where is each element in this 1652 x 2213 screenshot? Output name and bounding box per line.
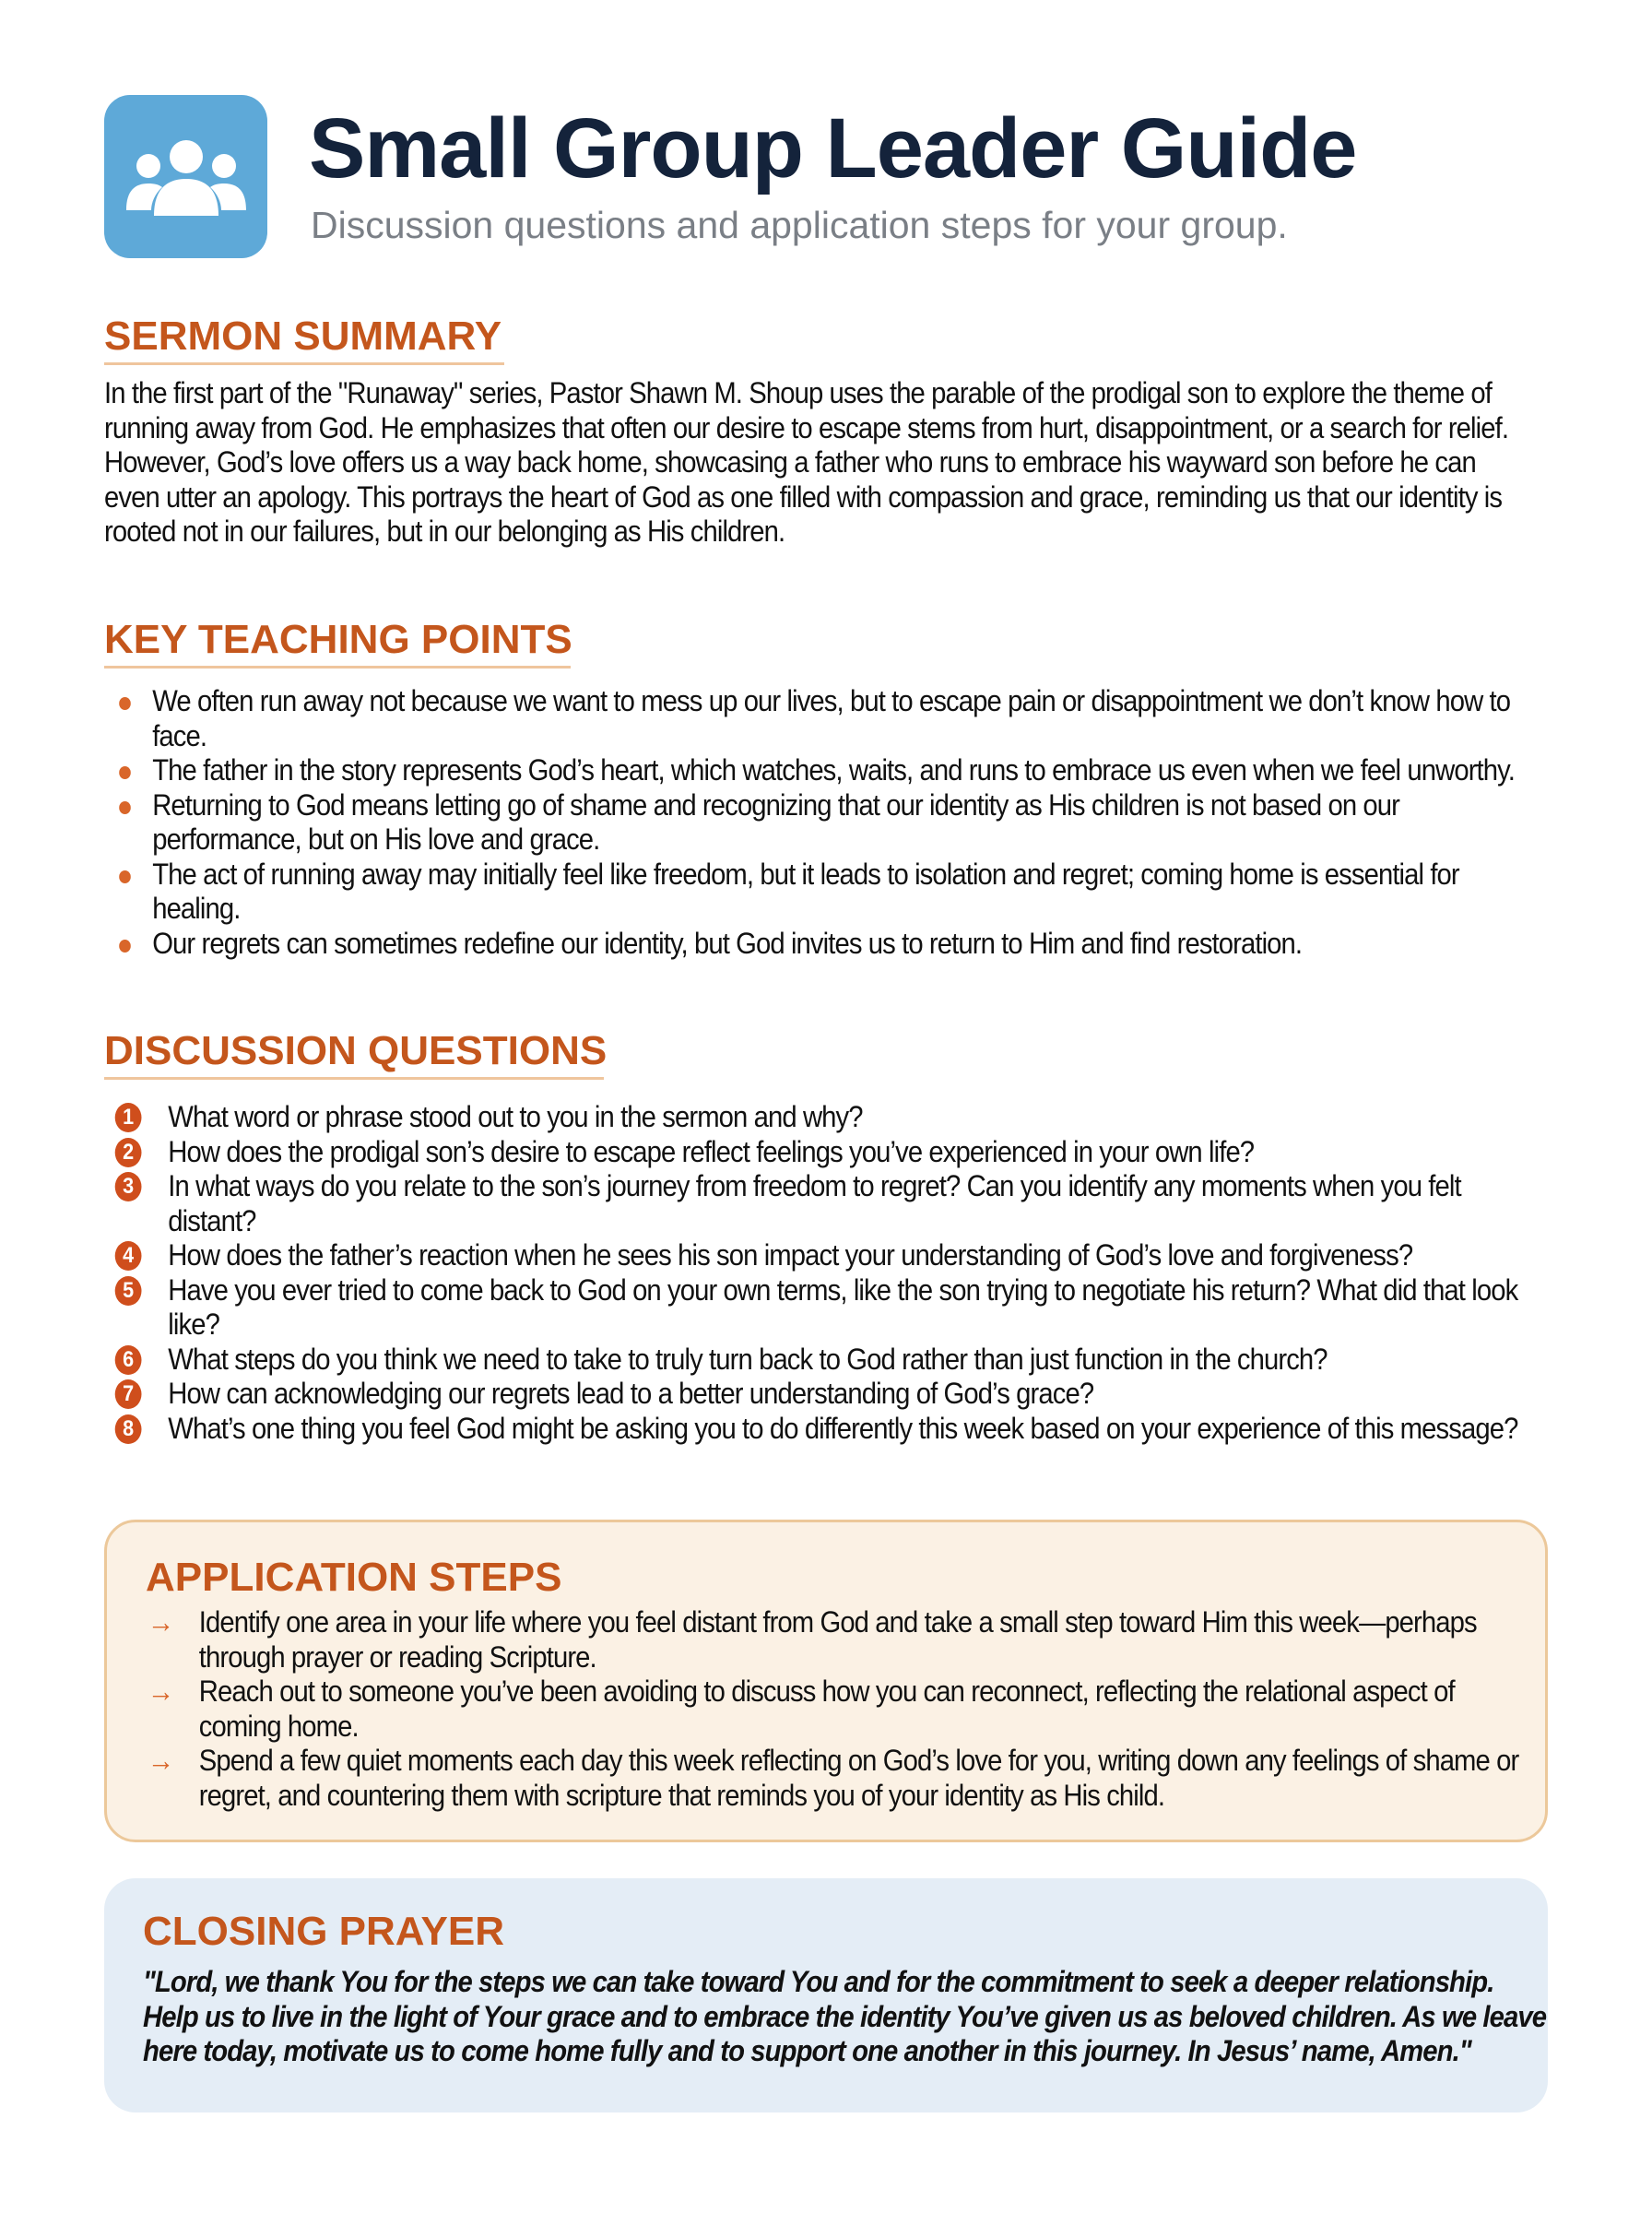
number-badge: 6 [115, 1345, 142, 1375]
number-badge: 1 [115, 1103, 142, 1132]
bullet-icon [119, 870, 131, 883]
list-item: The act of running away may initially feel like freedom, but it leads to isolation and regret; coming home is essential for healing. [104, 858, 1531, 927]
number-badge: 4 [115, 1241, 142, 1271]
list-item: 2 How does the prodigal son’s desire to escape reflect feelings you’ve experienced in your own life? [104, 1135, 1536, 1170]
bullet-icon [119, 766, 131, 779]
discussion-questions-heading: DISCUSSION QUESTIONS [104, 1028, 608, 1073]
number-badge: 2 [115, 1138, 142, 1167]
closing-prayer-text: "Lord, we thank You for the steps we can take toward You and for the commitment to seek a deeper relationship. Help us to live in the light of Your grace and to embrace the identity You’ve given us as beloved children. As we leave here today, motivate us to come home fully and to support one another in this journey. In Jesus’ name, Amen." [143, 1965, 1547, 2067]
application-steps-heading: APPLICATION STEPS [146, 1555, 562, 1600]
page-subtitle: Discussion questions and application steps for your group. [311, 204, 1288, 246]
list-item: → Spend a few quiet moments each day this week reflecting on God’s love for you, writing down any feelings of shame or regret, and countering them with scripture that reminds you of your identity as His child. [148, 1744, 1519, 1812]
teaching-points-list [104, 684, 1531, 961]
list-item: 4 How does the father’s reaction when he sees his son impact your understanding of God’s love and forgiveness? [104, 1238, 1536, 1273]
arrow-right-icon: → [148, 1605, 175, 1639]
closing-prayer-heading: CLOSING PRAYER [143, 1909, 505, 1954]
bullet-icon [119, 940, 131, 953]
arrow-right-icon: → [148, 1744, 175, 1777]
list-item: 3 In what ways do you relate to the son’s journey from freedom to regret? Can you identify any moments when you felt distant? [104, 1169, 1536, 1238]
list-item: → Reach out to someone you’ve been avoiding to discuss how you can reconnect, reflecting the relational aspect of coming home. [148, 1675, 1455, 1743]
sermon-summary-text: In the first part of the "Runaway" series, Pastor Shawn M. Shoup uses the parable of the prodigal son to explore the theme of running away from God. He emphasizes that often our desire to escape stems from hurt, disappointment, or a search for relief. However, God’s love offers us a way back home, showcasing a father who runs to embrace his wayward son before he can even utter an apology. This portrays the heart of God as one filled with compassion and grace, reminding us that our identity is rooted not in our failures, but in our belonging as His children. [104, 376, 1509, 548]
number-badge: 8 [115, 1414, 142, 1444]
list-item: 5 Have you ever tried to come back to God on your own terms, like the son trying to negotiate his return? What did that look like? [104, 1273, 1536, 1343]
number-badge: 7 [115, 1379, 142, 1409]
sermon-summary-divider [104, 362, 504, 365]
application-steps-box [104, 1520, 1548, 1842]
list-item: The father in the story represents God’s heart, which watches, waits, and runs to embrace us even when we feel unworthy. [104, 753, 1531, 788]
list-item: 1 What word or phrase stood out to you in the sermon and why? [104, 1100, 1536, 1135]
discussion-questions-divider [104, 1077, 604, 1080]
discussion-questions-list [104, 1100, 1536, 1446]
list-item: 8 What’s one thing you feel God might be asking you to do differently this week based on your experience of this message? [104, 1412, 1536, 1447]
bullet-icon [119, 697, 131, 710]
arrow-right-icon: → [148, 1675, 175, 1708]
key-teaching-points-divider [104, 666, 571, 669]
number-badge: 3 [115, 1172, 142, 1201]
list-item: → Identify one area in your life where you feel distant from God and take a small step toward Him this week—perhaps through prayer or reading Scripture. [148, 1605, 1477, 1674]
list-item: We often run away not because we want to mess up our lives, but to escape pain or disappointment we don’t know how to face. [104, 684, 1531, 753]
application-steps-list [148, 1605, 1541, 1813]
header [104, 95, 1579, 261]
number-badge: 5 [115, 1276, 142, 1306]
sermon-summary-heading: SERMON SUMMARY [104, 314, 502, 359]
list-item: Returning to God means letting go of shame and recognizing that our identity as His children is not based on our performance, but on His love and grace. [104, 788, 1531, 858]
list-item: 6 What steps do you think we need to take to truly turn back to God rather than just function in the church? [104, 1343, 1536, 1378]
page-title: Small Group Leader Guide [309, 101, 1357, 195]
closing-prayer-box [104, 1878, 1548, 2112]
group-users-icon [104, 95, 267, 258]
list-item: Our regrets can sometimes redefine our identity, but God invites us to return to Him and find restoration. [104, 927, 1531, 962]
list-item: 7 How can acknowledging our regrets lead to a better understanding of God’s grace? [104, 1377, 1536, 1412]
bullet-icon [119, 801, 131, 814]
key-teaching-points-heading: KEY TEACHING POINTS [104, 617, 572, 662]
